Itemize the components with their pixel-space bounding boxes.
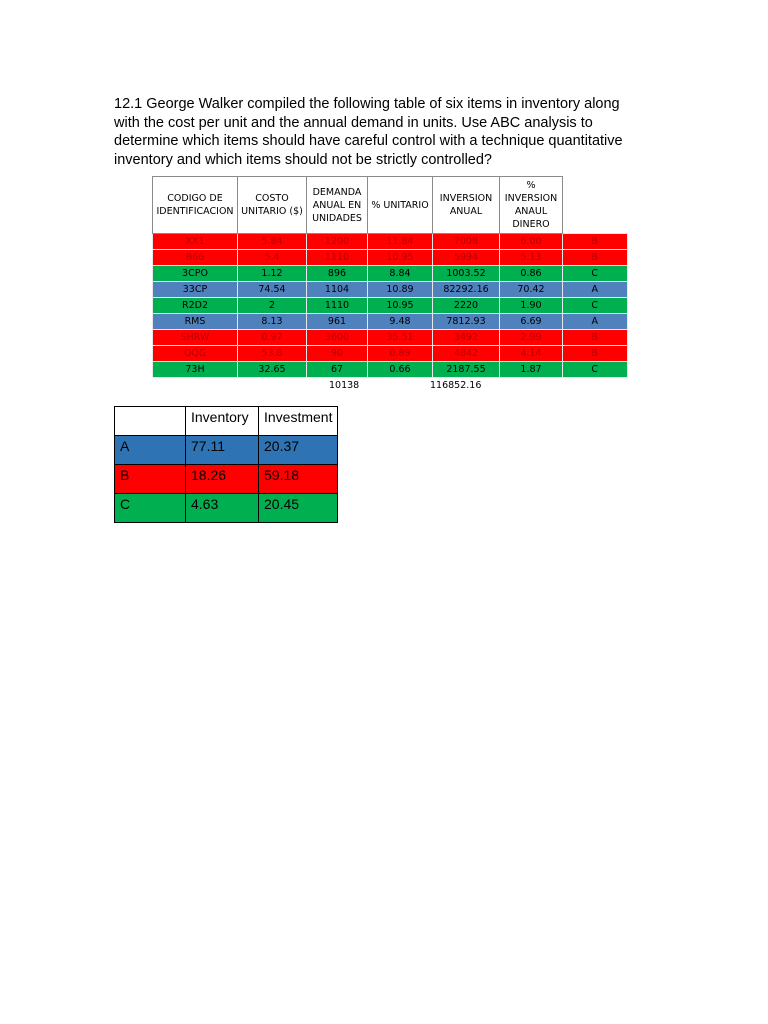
cell-class: C <box>563 362 628 378</box>
cell-code: SHRW <box>153 330 238 346</box>
cell-class: C <box>563 266 628 282</box>
cell-class: A <box>563 282 628 298</box>
cell-pct-unit: 10.95 <box>368 250 433 266</box>
cell-demand: 896 <box>307 266 368 282</box>
header-pct-inversion: % INVERSION ANAUL DINERO <box>500 177 563 234</box>
abc-analysis-table-image <box>152 176 628 394</box>
cell-code: 73H <box>153 362 238 378</box>
cell-pct-unit: 8.84 <box>368 266 433 282</box>
cell-demand: 90 <box>307 346 368 362</box>
cell-pct-unit: 10.95 <box>368 298 433 314</box>
summary-inventory-value: 77.11 <box>186 436 259 465</box>
summary-investment-value: 59.18 <box>259 465 338 494</box>
cell-pct-inv: 6.69 <box>500 314 563 330</box>
header-costo: COSTO UNITARIO ($) <box>238 177 307 234</box>
summary-investment-value: 20.45 <box>259 494 338 523</box>
table-row <box>153 346 628 362</box>
cell-demand: 1110 <box>307 298 368 314</box>
problem-text: 12.1 George Walker compiled the following table of six items in inventory along with the cost per unit and the annual demand in units. Use ABC analysis to determine which items should have careful control with a technique quantitative inventory and which items should not be strictly controlled? <box>114 96 623 168</box>
cell-class: B <box>563 330 628 346</box>
cell-cost: 1.12 <box>238 266 307 282</box>
cell-pct-unit: 9.48 <box>368 314 433 330</box>
summary-row-b <box>115 465 338 494</box>
cell-cost: 53.8 <box>238 346 307 362</box>
table-row <box>153 266 628 282</box>
cell-investment: 82292.16 <box>433 282 500 298</box>
cell-demand: 67 <box>307 362 368 378</box>
table-row <box>153 362 628 378</box>
cell-investment: 5994 <box>433 250 500 266</box>
cell-pct-unit: 11.84 <box>368 234 433 250</box>
summary-inventory-value: 18.26 <box>186 465 259 494</box>
header-demanda: DEMANDA ANUAL EN UNIDADES <box>307 177 368 234</box>
cell-code: RMS <box>153 314 238 330</box>
cell-pct-unit: 0.89 <box>368 346 433 362</box>
table-row <box>153 234 628 250</box>
cell-demand: 1110 <box>307 250 368 266</box>
cell-class: B <box>563 346 628 362</box>
header-class <box>563 177 628 234</box>
summary-investment-value: 20.37 <box>259 436 338 465</box>
table-row <box>153 330 628 346</box>
cell-code: 3CPO <box>153 266 238 282</box>
header-inversion: INVERSION ANUAL <box>433 177 500 234</box>
cell-investment: 7008 <box>433 234 500 250</box>
table-row <box>153 314 628 330</box>
cell-cost: 32.65 <box>238 362 307 378</box>
header-pct-unitario: % UNITARIO <box>368 177 433 234</box>
cell-investment: 3492 <box>433 330 500 346</box>
table-row <box>153 282 628 298</box>
table-row <box>153 250 628 266</box>
cell-investment: 2220 <box>433 298 500 314</box>
cell-investment: 4842 <box>433 346 500 362</box>
cell-class: C <box>563 298 628 314</box>
cell-investment: 2187.55 <box>433 362 500 378</box>
cell-pct-unit: 10.89 <box>368 282 433 298</box>
cell-cost: 5.84 <box>238 234 307 250</box>
problem-statement <box>114 95 644 169</box>
cell-cost: 5.4 <box>238 250 307 266</box>
total-investment: 116852.16 <box>430 380 482 391</box>
cell-pct-inv: 1.87 <box>500 362 563 378</box>
cell-pct-inv: 5.13 <box>500 250 563 266</box>
cell-pct-inv: 0.86 <box>500 266 563 282</box>
abc-header-row <box>153 177 628 234</box>
cell-demand: 1104 <box>307 282 368 298</box>
cell-code: QQG <box>153 346 238 362</box>
summary-inventory-value: 4.63 <box>186 494 259 523</box>
cell-cost: 8.13 <box>238 314 307 330</box>
cell-class: B <box>563 234 628 250</box>
summary-class-label: B <box>115 465 186 494</box>
cell-code: B66 <box>153 250 238 266</box>
cell-demand: 3600 <box>307 330 368 346</box>
cell-pct-unit: 35.51 <box>368 330 433 346</box>
summary-header-inventory: Inventory <box>186 407 259 436</box>
cell-pct-inv: 4.14 <box>500 346 563 362</box>
summary-header-investment: Investment <box>259 407 338 436</box>
cell-pct-inv: 70.42 <box>500 282 563 298</box>
cell-investment: 1003.52 <box>433 266 500 282</box>
totals-row <box>152 378 628 394</box>
table-row <box>153 298 628 314</box>
cell-pct-inv: 1.90 <box>500 298 563 314</box>
summary-table <box>114 406 338 523</box>
cell-class: A <box>563 314 628 330</box>
summary-class-label: C <box>115 494 186 523</box>
summary-row-c <box>115 494 338 523</box>
header-codigo: CODIGO DE IDENTIFICACION <box>153 177 238 234</box>
cell-cost: 2 <box>238 298 307 314</box>
cell-code: XX1 <box>153 234 238 250</box>
cell-cost: 74.54 <box>238 282 307 298</box>
cell-code: 33CP <box>153 282 238 298</box>
cell-pct-unit: 0.66 <box>368 362 433 378</box>
summary-header-empty <box>115 407 186 436</box>
abc-analysis-table <box>152 176 628 378</box>
total-demand: 10138 <box>329 380 360 391</box>
cell-investment: 7812.93 <box>433 314 500 330</box>
cell-demand: 961 <box>307 314 368 330</box>
cell-code: R2D2 <box>153 298 238 314</box>
cell-class: B <box>563 250 628 266</box>
cell-demand: 1200 <box>307 234 368 250</box>
cell-pct-inv: 2.99 <box>500 330 563 346</box>
summary-row-a <box>115 436 338 465</box>
cell-cost: 0.97 <box>238 330 307 346</box>
summary-class-label: A <box>115 436 186 465</box>
cell-pct-inv: 6.00 <box>500 234 563 250</box>
summary-table-container <box>114 406 338 523</box>
summary-header-row <box>115 407 338 436</box>
